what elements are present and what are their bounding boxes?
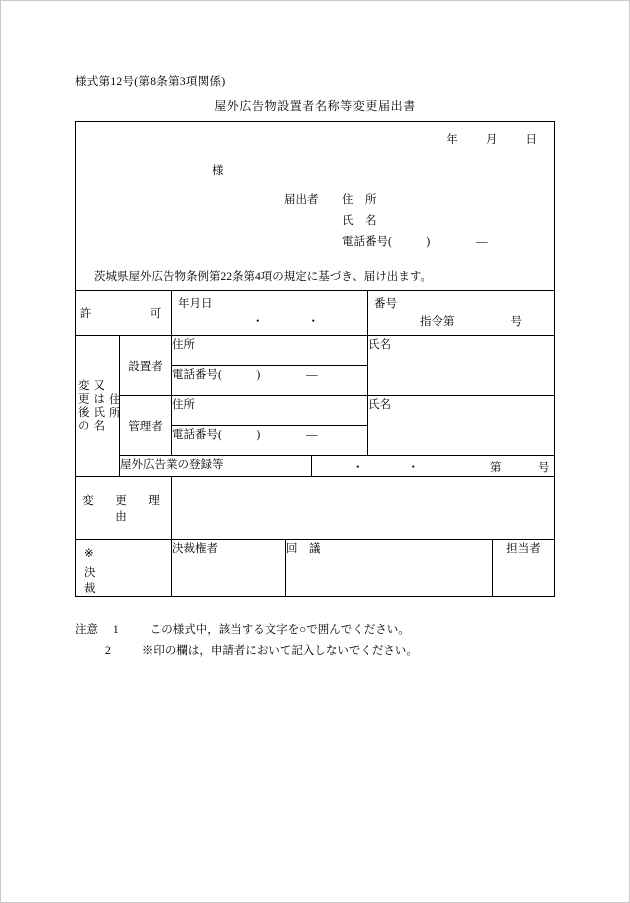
- permission-number-label: 番号: [374, 298, 397, 310]
- decision-row: [76, 540, 555, 597]
- header-cell: [76, 122, 555, 291]
- page-title: 屋外広告物設置者名称等変更届出書: [214, 99, 416, 113]
- reason-row: [76, 477, 555, 540]
- submitter-address-label: 住 所: [342, 194, 377, 206]
- submitter-tel-label: 電話番号( ) ―: [342, 236, 488, 248]
- permission-order-label: 指令第: [420, 316, 455, 328]
- installer-address-label: 住所: [172, 336, 368, 366]
- decision-circulation-label: 回 議: [286, 540, 493, 597]
- note-2-number: 2: [105, 645, 111, 657]
- manager-address-label: 住所: [172, 396, 368, 426]
- registration-dots: ・・: [352, 462, 463, 474]
- manager-address-row: [76, 396, 555, 426]
- date-month-label: 月: [485, 134, 499, 146]
- registration-gou-label: 号: [538, 462, 550, 474]
- permission-date-label: 年月日: [178, 298, 213, 310]
- permission-label: 許 可: [76, 291, 172, 336]
- installer-tel-label: 電話番号( ) ―: [172, 366, 368, 396]
- date-year-label: 年: [446, 134, 459, 146]
- installer-name-label: 氏名: [368, 336, 555, 396]
- reason-label: 変 更 理 由: [76, 477, 172, 540]
- decision-staff-label: 担当者: [493, 540, 555, 597]
- decision-mark: ※: [84, 548, 94, 560]
- change-vertical-label-col3: 住所: [107, 392, 120, 420]
- submitter-label: 届出者: [284, 194, 319, 206]
- form-number: 様式第12号(第8条第3項関係): [75, 76, 226, 88]
- permission-row: [76, 291, 555, 336]
- decision-label: 決 裁: [84, 567, 178, 595]
- note-1-text: この様式中，該当する文字を○で囲んでください。: [149, 624, 410, 636]
- manager-label: 管理者: [120, 396, 172, 456]
- date-line: [446, 131, 538, 147]
- permission-date-dots: ・・: [252, 316, 363, 328]
- change-vertical-label-col1: 変更後の: [76, 379, 89, 433]
- header-row: [76, 122, 555, 291]
- change-vertical-label: [76, 336, 120, 477]
- registration-row: [76, 456, 555, 477]
- installer-address-row: [76, 336, 555, 366]
- registration-dai-label: 第: [490, 462, 502, 474]
- note-2: [105, 642, 418, 658]
- notes-heading: 注意: [75, 624, 98, 636]
- registration-number-cell: [312, 456, 555, 477]
- manager-name-label: 氏名: [368, 396, 555, 456]
- permission-date-cell: [172, 291, 368, 336]
- registration-label: 屋外広告業の登録等: [120, 456, 312, 477]
- legal-basis-text: 茨城県屋外広告物条例第22条第4項の規定に基づき、届け出ます。: [94, 271, 432, 283]
- submitter-block: [284, 190, 488, 253]
- form-table: [75, 121, 555, 597]
- permission-number-cell: [368, 291, 555, 336]
- note-1: [75, 621, 410, 637]
- reason-value[interactable]: [172, 477, 555, 540]
- installer-label: 設置者: [120, 336, 172, 396]
- change-vertical-label-col2: 又は氏名: [92, 379, 105, 433]
- decision-approver-label: 決裁権者: [172, 540, 286, 597]
- note-2-text: ※印の欄は，申請者において記入しないでください。: [141, 645, 418, 657]
- manager-tel-label: 電話番号( ) ―: [172, 426, 368, 456]
- submitter-name-label: 氏 名: [342, 215, 377, 227]
- addressee-suffix: 様: [212, 165, 224, 177]
- decision-label-cell: [76, 540, 178, 597]
- permission-gou-label: 号: [510, 316, 522, 328]
- date-day-label: 日: [525, 134, 539, 146]
- note-1-number: 1: [112, 624, 119, 636]
